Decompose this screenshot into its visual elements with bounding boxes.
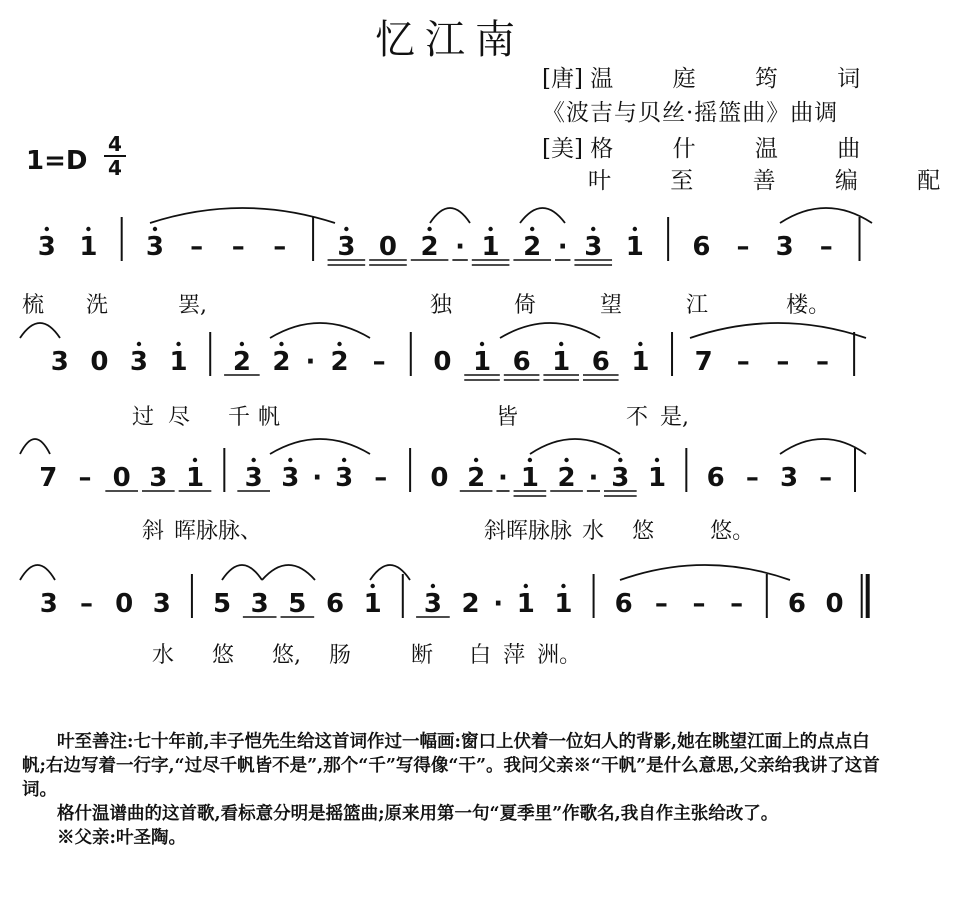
dash-mark: – <box>231 232 245 262</box>
slur-arc <box>262 565 315 580</box>
note-digit: 5 <box>288 589 307 619</box>
note-paragraph-2: 格什温谱曲的这首歌,看标意分明是摇篮曲;原来用第一句“夏季里”作歌名,我自作主张给改了。 <box>57 804 779 824</box>
note-paragraph-1: 叶至善注:七十年前,丰子恺先生给这首词作过一幅画:窗口上伏着一位妇人的背影,她在眺望江面上的点点白帆;右边写着一行字,“过尽千帆皆不是”,那个“千”写得像“干”。我问父亲※“干帆”是什么意思,父亲给我讲了这首词。 <box>22 732 880 800</box>
lyric-line-2 <box>132 400 280 431</box>
lyric-word: 悠 <box>212 643 235 668</box>
lyric-word: 望 <box>600 293 623 318</box>
lyric-word: 脉 <box>528 519 551 544</box>
slur-arc <box>150 208 335 223</box>
note-digit: 1 <box>631 347 650 377</box>
octave-dot <box>86 227 90 231</box>
note-digit: 6 <box>706 463 725 493</box>
lyric-word: 晖 <box>174 519 197 544</box>
octave-dot <box>279 342 283 346</box>
note-digit: 3 <box>584 232 603 262</box>
octave-dot <box>528 458 532 462</box>
lyric-word: 江 <box>686 293 709 318</box>
dash-mark: – <box>190 232 204 262</box>
slur-arc <box>780 439 866 454</box>
note-digit: 2 <box>467 463 486 493</box>
dash-mark: – <box>736 347 750 377</box>
octave-dot <box>480 342 484 346</box>
final-barline <box>862 574 868 618</box>
slur-arc <box>530 439 620 454</box>
dash-mark: – <box>79 589 93 619</box>
note-digit: 0 <box>430 463 449 493</box>
note-digit: 1 <box>363 589 382 619</box>
note-digit: 3 <box>337 232 356 262</box>
dash-mark: – <box>745 463 759 493</box>
note-digit: 3 <box>335 463 354 493</box>
lyric-word: 斜 <box>142 519 165 544</box>
note-digit: 3 <box>129 347 149 377</box>
lyric-line-4 <box>152 638 581 669</box>
lyric-word: 悠。 <box>710 519 755 544</box>
octave-dot <box>530 227 534 231</box>
dash-mark: – <box>730 589 744 619</box>
note-digit: 6 <box>614 589 633 619</box>
note-digit: 1 <box>647 463 667 493</box>
credit-text: 格 什 温 曲 <box>590 136 887 162</box>
lyric-word: 悠, <box>272 643 302 668</box>
note-digit: 2 <box>461 589 480 619</box>
lyric-word: 是, <box>660 405 690 430</box>
note-digit: 2 <box>557 463 576 493</box>
note-digit: 1 <box>79 232 98 262</box>
octave-dot <box>474 458 478 462</box>
octave-dot <box>251 458 255 462</box>
credit-bracket: [唐] <box>542 66 583 92</box>
note-digit: 7 <box>39 463 58 493</box>
meter-bottom: 4 <box>108 156 122 180</box>
note-digit: 3 <box>152 589 171 619</box>
note-digit: · <box>498 463 508 493</box>
note-digit: 6 <box>591 347 610 377</box>
dash-mark: – <box>78 463 92 493</box>
dash-mark: – <box>692 589 706 619</box>
credit-text: 温 庭 筠 词 <box>590 66 887 92</box>
note-digit: 2 <box>523 232 542 262</box>
slur-arc <box>20 323 60 338</box>
lyric-word: 晖 <box>506 519 529 544</box>
note-digit: 1 <box>185 463 205 493</box>
lyric-line-1b <box>430 288 830 319</box>
lyric-word: 斜 <box>484 519 507 544</box>
octave-dot <box>288 458 292 462</box>
note-digit: · <box>493 589 504 619</box>
lyric-word: 千 <box>228 405 251 430</box>
note-digit: 0 <box>378 232 398 262</box>
note-digit: 1 <box>472 347 492 377</box>
slur-arc <box>690 323 866 338</box>
slur-arc <box>222 565 262 580</box>
octave-dot <box>431 584 435 588</box>
slur-arc <box>520 208 565 223</box>
slur-arc <box>620 565 790 580</box>
note-digit: · <box>557 232 568 262</box>
note-digit: · <box>455 232 466 262</box>
octave-dot <box>342 458 346 462</box>
note-digit: · <box>305 347 316 377</box>
note-digit: 1 <box>481 232 500 262</box>
note-digit: 1 <box>520 463 539 493</box>
lyric-word: 白 <box>469 643 492 668</box>
slur-arc <box>430 208 470 223</box>
lyric-word: 洗 <box>86 293 109 318</box>
dash-mark: – <box>273 232 287 262</box>
lyric-word: 断 <box>411 643 434 668</box>
lyric-word: 洲。 <box>537 643 582 668</box>
slur-arc <box>780 208 872 223</box>
note-digit: 3 <box>37 232 56 262</box>
note-digit: 3 <box>779 463 799 493</box>
note-digit: 0 <box>115 589 134 619</box>
octave-dot <box>591 227 595 231</box>
note-digit: 3 <box>423 589 442 619</box>
note-digit: 3 <box>775 232 794 262</box>
key-signature: 1=D <box>26 146 88 176</box>
octave-dot <box>240 342 244 346</box>
lyric-word: 萍 <box>503 643 526 668</box>
credit-text: 叶 至 善 编 配 <box>588 168 966 194</box>
octave-dot <box>559 342 563 346</box>
credit-bracket: [美] <box>542 136 583 162</box>
lyric-line-3 <box>142 514 262 545</box>
lyric-word: 帆 <box>258 405 281 430</box>
note-digit: 1 <box>554 589 573 619</box>
note-digit: 2 <box>272 347 291 377</box>
dash-mark: – <box>776 347 790 377</box>
octave-dot <box>337 342 341 346</box>
octave-dot <box>370 584 374 588</box>
lyric-word: 脉 <box>196 519 219 544</box>
note-digit: 1 <box>625 232 644 262</box>
lyric-word: 肠 <box>329 643 352 668</box>
note-digit: 0 <box>112 463 131 493</box>
slur-arc <box>500 323 600 338</box>
note-digit: 3 <box>281 463 300 493</box>
slur-arc <box>20 439 50 454</box>
lyric-word: 水 <box>582 519 605 544</box>
octave-dot <box>564 458 568 462</box>
editor-notes <box>22 730 882 850</box>
octave-dot <box>561 584 565 588</box>
note-digit: 1 <box>169 347 188 377</box>
octave-dot <box>153 227 157 231</box>
lyric-word: 水 <box>152 643 175 668</box>
lyric-word: 悠 <box>632 519 655 544</box>
dash-mark: – <box>736 232 750 262</box>
note-digit: 0 <box>825 589 844 619</box>
dash-mark: – <box>819 463 833 493</box>
note-digit: 3 <box>50 347 69 377</box>
note-digit: 3 <box>244 463 263 493</box>
note-digit: 7 <box>694 347 713 377</box>
dash-mark: – <box>819 232 833 262</box>
octave-dot <box>193 458 197 462</box>
lyric-word: 独 <box>430 293 453 318</box>
note-digit: 2 <box>420 232 439 262</box>
note-digit: 3 <box>39 589 58 619</box>
octave-dot <box>137 342 141 346</box>
note-digit: 6 <box>692 232 711 262</box>
note-paragraph-3: ※父亲:叶圣陶。 <box>57 828 186 848</box>
octave-dot <box>427 227 431 231</box>
note-digit: 3 <box>611 463 630 493</box>
dash-mark: – <box>374 463 388 493</box>
lyric-word: 梳 <box>22 293 45 318</box>
slur-arc <box>370 565 410 580</box>
meter-top: 4 <box>108 132 122 156</box>
note-digit: 2 <box>232 347 251 377</box>
slur-arc <box>270 323 370 338</box>
note-digit: 6 <box>325 589 345 619</box>
note-digit: 6 <box>787 589 806 619</box>
slur-arc <box>20 565 55 580</box>
lyric-word: 楼。 <box>786 293 831 318</box>
lyric-word: 过 <box>132 405 155 430</box>
lyric-word: 尽 <box>168 405 191 430</box>
lyric-word: 皆 <box>496 405 519 430</box>
lyric-word: 脉、 <box>218 519 263 544</box>
note-digit: 2 <box>330 347 349 377</box>
note-digit: 3 <box>149 463 168 493</box>
lyric-line-2b <box>496 400 689 431</box>
note-digit: 3 <box>145 232 165 262</box>
octave-dot <box>655 458 659 462</box>
octave-dot <box>176 342 180 346</box>
dash-mark: – <box>372 347 386 377</box>
lyric-word: 脉 <box>550 519 573 544</box>
note-digit: 0 <box>90 347 109 377</box>
note-digit: 3 <box>250 589 269 619</box>
note-digit: 1 <box>516 589 535 619</box>
note-digit: 5 <box>212 589 232 619</box>
note-digit: 6 <box>512 347 531 377</box>
slur-arc <box>270 439 370 454</box>
lyric-line-3b <box>484 514 754 545</box>
lyric-word: 不 <box>626 405 649 430</box>
note-digit: 0 <box>433 347 452 377</box>
octave-dot <box>488 227 492 231</box>
octave-dot <box>45 227 49 231</box>
note-digit: 1 <box>552 347 571 377</box>
note-digit: · <box>312 463 323 493</box>
credit-text: 《波吉与贝丝·摇篮曲》曲调 <box>542 100 839 126</box>
dash-mark: – <box>815 347 829 377</box>
octave-dot <box>524 584 528 588</box>
lyric-word: 倚 <box>514 293 537 318</box>
octave-dot <box>618 458 622 462</box>
song-title: 忆江南 <box>375 17 525 63</box>
note-digit: · <box>588 463 599 493</box>
octave-dot <box>344 227 348 231</box>
dash-mark: – <box>654 589 668 619</box>
octave-dot <box>633 227 637 231</box>
lyric-line-1 <box>22 288 207 319</box>
octave-dot <box>638 342 642 346</box>
lyric-word: 罢, <box>178 293 208 318</box>
